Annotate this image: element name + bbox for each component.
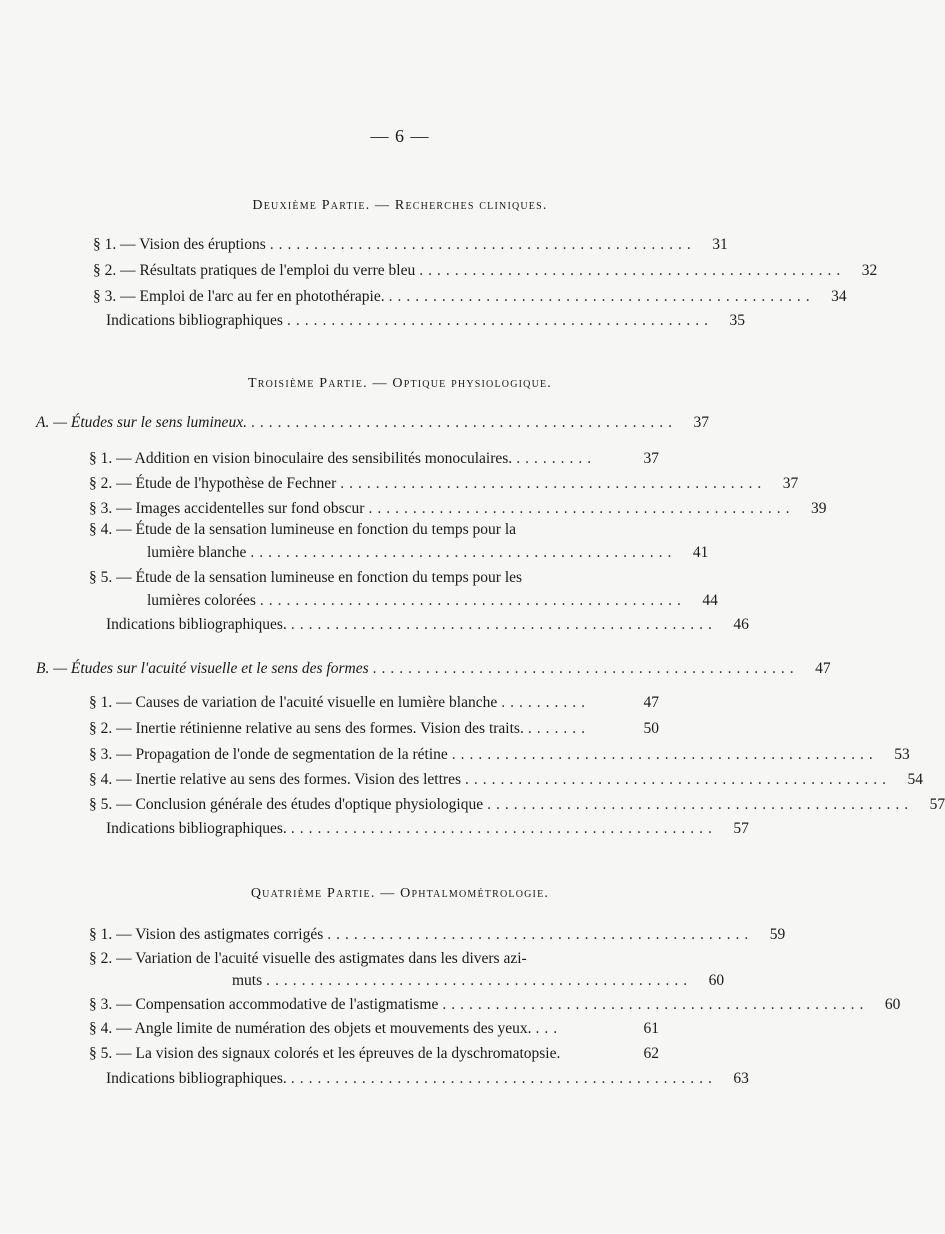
toc-entry: lumière blanche ................................................ 41 [147,540,659,565]
entry-page: 60 [708,972,725,989]
toc-entry: Indications bibliographiques. ................................................ 63 [106,1066,659,1091]
entry-page: 53 [894,746,910,763]
section-b-label: B. — Études sur l'acuité visuelle et le sens des formes [36,660,369,677]
entry-page: 57 [929,796,945,813]
entry-page: 31 [712,236,728,253]
entry-label: § 3. — Propagation de l'onde de segmentation de la rétine [89,746,448,763]
page-number: — 6 — [370,126,430,146]
toc-entry: Indications bibliographiques. ................................................ 46 [106,612,659,637]
entry-page: 60 [884,996,901,1013]
entry-label: § 2. — Étude de l'hypothèse de Fechner [89,475,337,492]
entry-label: § 2. — Inertie rétinienne relative au sens des formes. Vision des traits. [89,720,524,737]
entry-page: 37 [643,450,659,467]
entry-label-cont: lumière blanche [147,544,247,561]
part2-heading: Deuxième Partie. — Recherches cliniques. [252,198,548,213]
section-b: B. — Études sur l'acuité visuelle et le sens des formes ................................................ 47 [36,656,659,681]
entry-label: § 1. — Vision des astigmates corrigés [89,926,324,943]
entry-label: § 2. — Variation de l'acuité visuelle des astigmates dans les divers azi- [89,950,527,967]
entry-label: § 1. — Causes de variation de l'acuité visuelle en lumière blanche [89,694,498,711]
entry-page: 32 [861,262,878,279]
entry-label: § 2. — Résultats pratiques de l'emploi du verre bleu [93,262,416,279]
entry-page: 59 [769,926,786,943]
toc-entry: Indications bibliographiques ................................................ 35 [106,308,659,333]
entry-label: § 4. — Angle limite de numération des objets et mouvements des yeux. [89,1020,532,1037]
part4-heading: Quatrième Partie. — Ophtalmométrologie. [250,886,550,901]
entry-page: 63 [733,1070,749,1087]
entry-label: Indications bibliographiques. [106,1070,287,1087]
entry-label: § 1. — Addition en vision binoculaire des sensibilités monoculaires. [89,450,513,467]
entry-page: 37 [693,414,709,431]
toc-entry: § 1. — Vision des astigmates corrigés ................................................ 59 [89,922,659,947]
entry-label: § 3. — Images accidentelles sur fond obscur [89,500,365,517]
entry-label: § 1. — Vision des éruptions [93,236,266,253]
entry-page: 50 [643,720,659,737]
entry-page: 44 [702,592,718,609]
toc-entry: § 3. — Emploi de l'arc au fer en photothérapie. ................................................ 34 [93,284,659,309]
toc-entry: § 4. — Inertie relative au sens des formes. Vision des lettres ................................................ 54 [89,767,659,792]
entry-label: Indications bibliographiques. [106,616,287,633]
toc-entry: § 3. — Propagation de l'onde de segmentation de la rétine ................................................ 53 [89,742,659,767]
entry-page: 47 [643,694,659,711]
toc-entry: Indications bibliographiques. ................................................ 57 [106,816,659,841]
toc-entry: § 1. — Addition en vision binoculaire des sensibilités monoculaires. ......... 37 [89,446,659,471]
entry-page: 35 [729,312,745,329]
entry-label: § 5. — Étude de la sensation lumineuse en fonction du temps pour les [89,569,523,586]
section-a-label: A. — Études sur le sens lumineux. [36,414,247,431]
toc-entry: § 4. — Angle limite de numération des objets et mouvements des yeux. ... 61 [89,1016,659,1041]
toc-entry [89,1041,659,1066]
toc-entry: § 2. — Résultats pratiques de l'emploi du verre bleu ................................................ 32 [93,258,659,283]
part3-heading: Troisième Partie. — Optique physiologique. [247,376,552,391]
entry-page: 39 [810,500,827,517]
toc-entry: § 5. — Conclusion générale des études d'optique physiologique ................................................ 57 [89,792,659,817]
toc-entry: § 3. — Compensation accommodative de l'astigmatisme ................................................ 60 [89,992,659,1017]
toc-entry: lumières colorées ................................................ 44 [147,588,659,613]
entry-page: 41 [692,544,709,561]
section-a: A. — Études sur le sens lumineux. ................................................ 37 [36,410,659,435]
entry-page: 46 [733,616,749,633]
entry-page: 57 [733,820,749,837]
entry-page: 54 [907,771,923,788]
entry-label: § 4. — Étude de la sensation lumineuse en fonction du temps pour la [89,521,517,538]
toc-entry: § 2. — Inertie rétinienne relative au sens des formes. Vision des traits. ....... 50 [89,716,659,741]
toc-entry: § 1. — Causes de variation de l'acuité visuelle en lumière blanche .......... 47 [89,690,659,715]
entry-page: 34 [831,288,847,305]
entry-label: § 3. — Compensation accommodative de l'astigmatisme [89,996,439,1013]
entry-label: § 3. — Emploi de l'arc au fer en photothérapie. [93,288,385,305]
entry-page: 47 [815,660,831,677]
entry-label-cont: lumières colorées [147,592,256,609]
entry-page: 37 [782,475,799,492]
toc-entry: § 3. — Images accidentelles sur fond obscur ................................................ 39 [89,496,659,521]
toc-entry: § 1. — Vision des éruptions ................................................ 31 [93,232,659,257]
entry-label: § 4. — Inertie relative au sens des formes. Vision des lettres [89,771,461,788]
toc-entry: muts ................................................ 60 [232,968,659,993]
entry-page: 62 [643,1045,659,1062]
entry-label: § 5. — Conclusion générale des études d'optique physiologique [89,796,484,813]
entry-label: § 5. — La vision des signaux colorés et les épreuves de la dyschromatopsie. [89,1045,561,1062]
entry-label: Indications bibliographiques. [106,820,287,837]
entry-label-cont: muts [232,972,263,989]
entry-label: Indications bibliographiques [106,312,283,329]
toc-entry: § 2. — Étude de l'hypothèse de Fechner ................................................ 37 [89,471,659,496]
entry-page: 61 [643,1020,659,1037]
